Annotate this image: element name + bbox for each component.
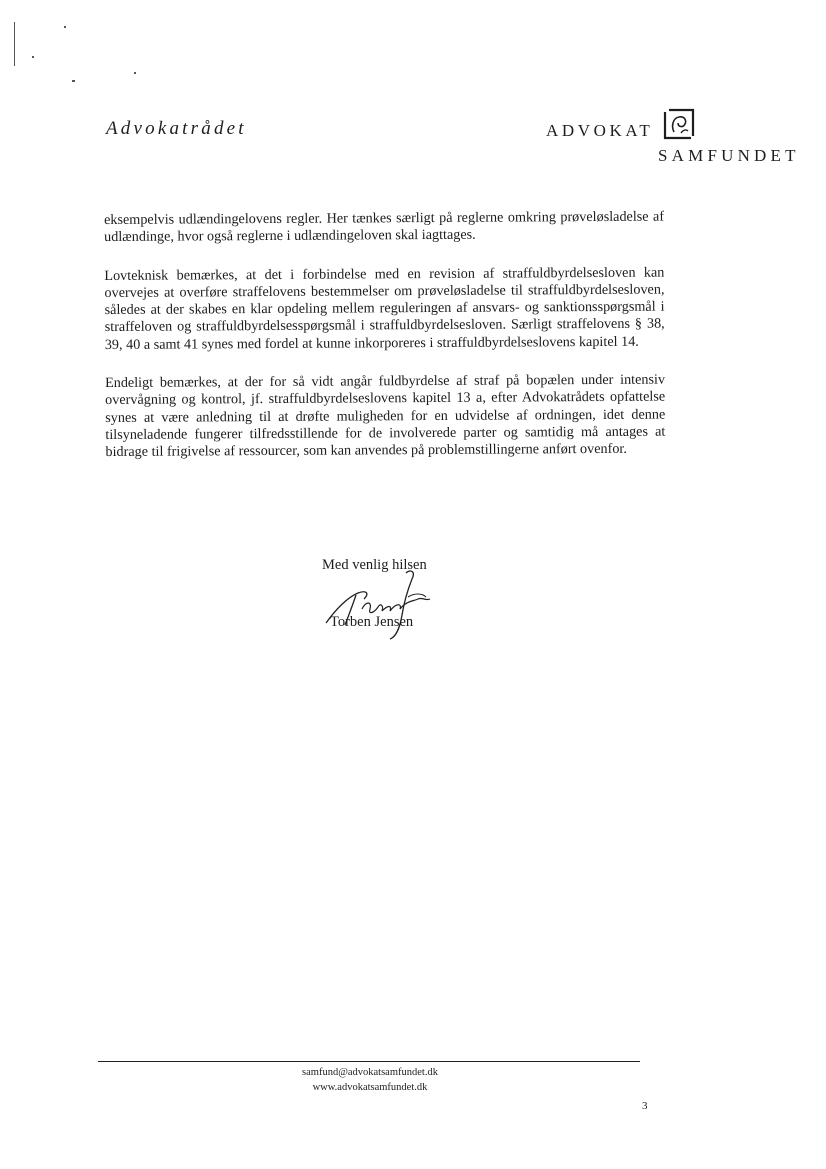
logo-text-samfundet: SAMFUNDET	[658, 146, 800, 165]
footer-email: samfund@advokatsamfundet.dk	[302, 1067, 438, 1078]
signer-name: Torben Jensen	[330, 614, 414, 630]
scan-artifact	[134, 72, 136, 74]
logo-text-advokat: ADVOKAT	[546, 121, 654, 140]
logo	[546, 106, 808, 172]
letter-body	[104, 209, 666, 483]
logo-emblem-icon	[661, 106, 697, 142]
handwritten-signature	[318, 563, 458, 643]
paragraph: Lovteknisk bemærkes, at det i forbindelse med en revision af straffuldbyrdelsesloven kan overvejes at overføre straffelovens bestemmelser om prøveløsladelse til straffuldbyrdelsesloven, således at der skabes en klar opdeling mellem reguleringen af ansvars- og sanktionsspørgsmål i straffeloven og straffuldbyrdelsesspørgsmål i straffuldbyrdelsesloven. Særligt straffelovens § 38, 39, 40 a samt 41 synes med fordel at kunne inkorporeres i straffuldbyrdelseslovens kapitel 14.	[104, 264, 665, 353]
council-title: Advokatrådet	[106, 118, 247, 139]
page-number: 3	[642, 1100, 648, 1112]
scan-artifact	[14, 22, 15, 66]
paragraph: eksempelvis udlændingelovens regler. Her tænkes særligt på reglerne omkring prøveløsladelse af udlændinge, hvor også reglerne i udlændingeloven skal iagttages.	[104, 208, 665, 246]
scan-artifact	[64, 26, 66, 28]
footer-website: www.advokatsamfundet.dk	[312, 1082, 428, 1093]
paragraph: Endeligt bemærkes, at der for så vidt angår fuldbyrdelse af straf på bopælen under intensiv overvågning og kontrol, jf. straffuldbyrdelseslovens kapitel 13 a, efter Advokatrådets opfattelse synes at være anledning til at drøfte muligheden for en udvidelse af ordningen, idet denne tilsyneladende fungerer tilfredsstillende for de involverede parter og samtidig må antages at bidrage til frigivelse af ressourcer, som kan anvendes på problemstillingerne anført ovenfor.	[104, 371, 666, 461]
footer-divider	[98, 1061, 640, 1062]
closing-greeting: Med venlig hilsen	[322, 557, 427, 573]
scan-artifact	[72, 80, 75, 82]
scan-artifact	[32, 56, 34, 58]
